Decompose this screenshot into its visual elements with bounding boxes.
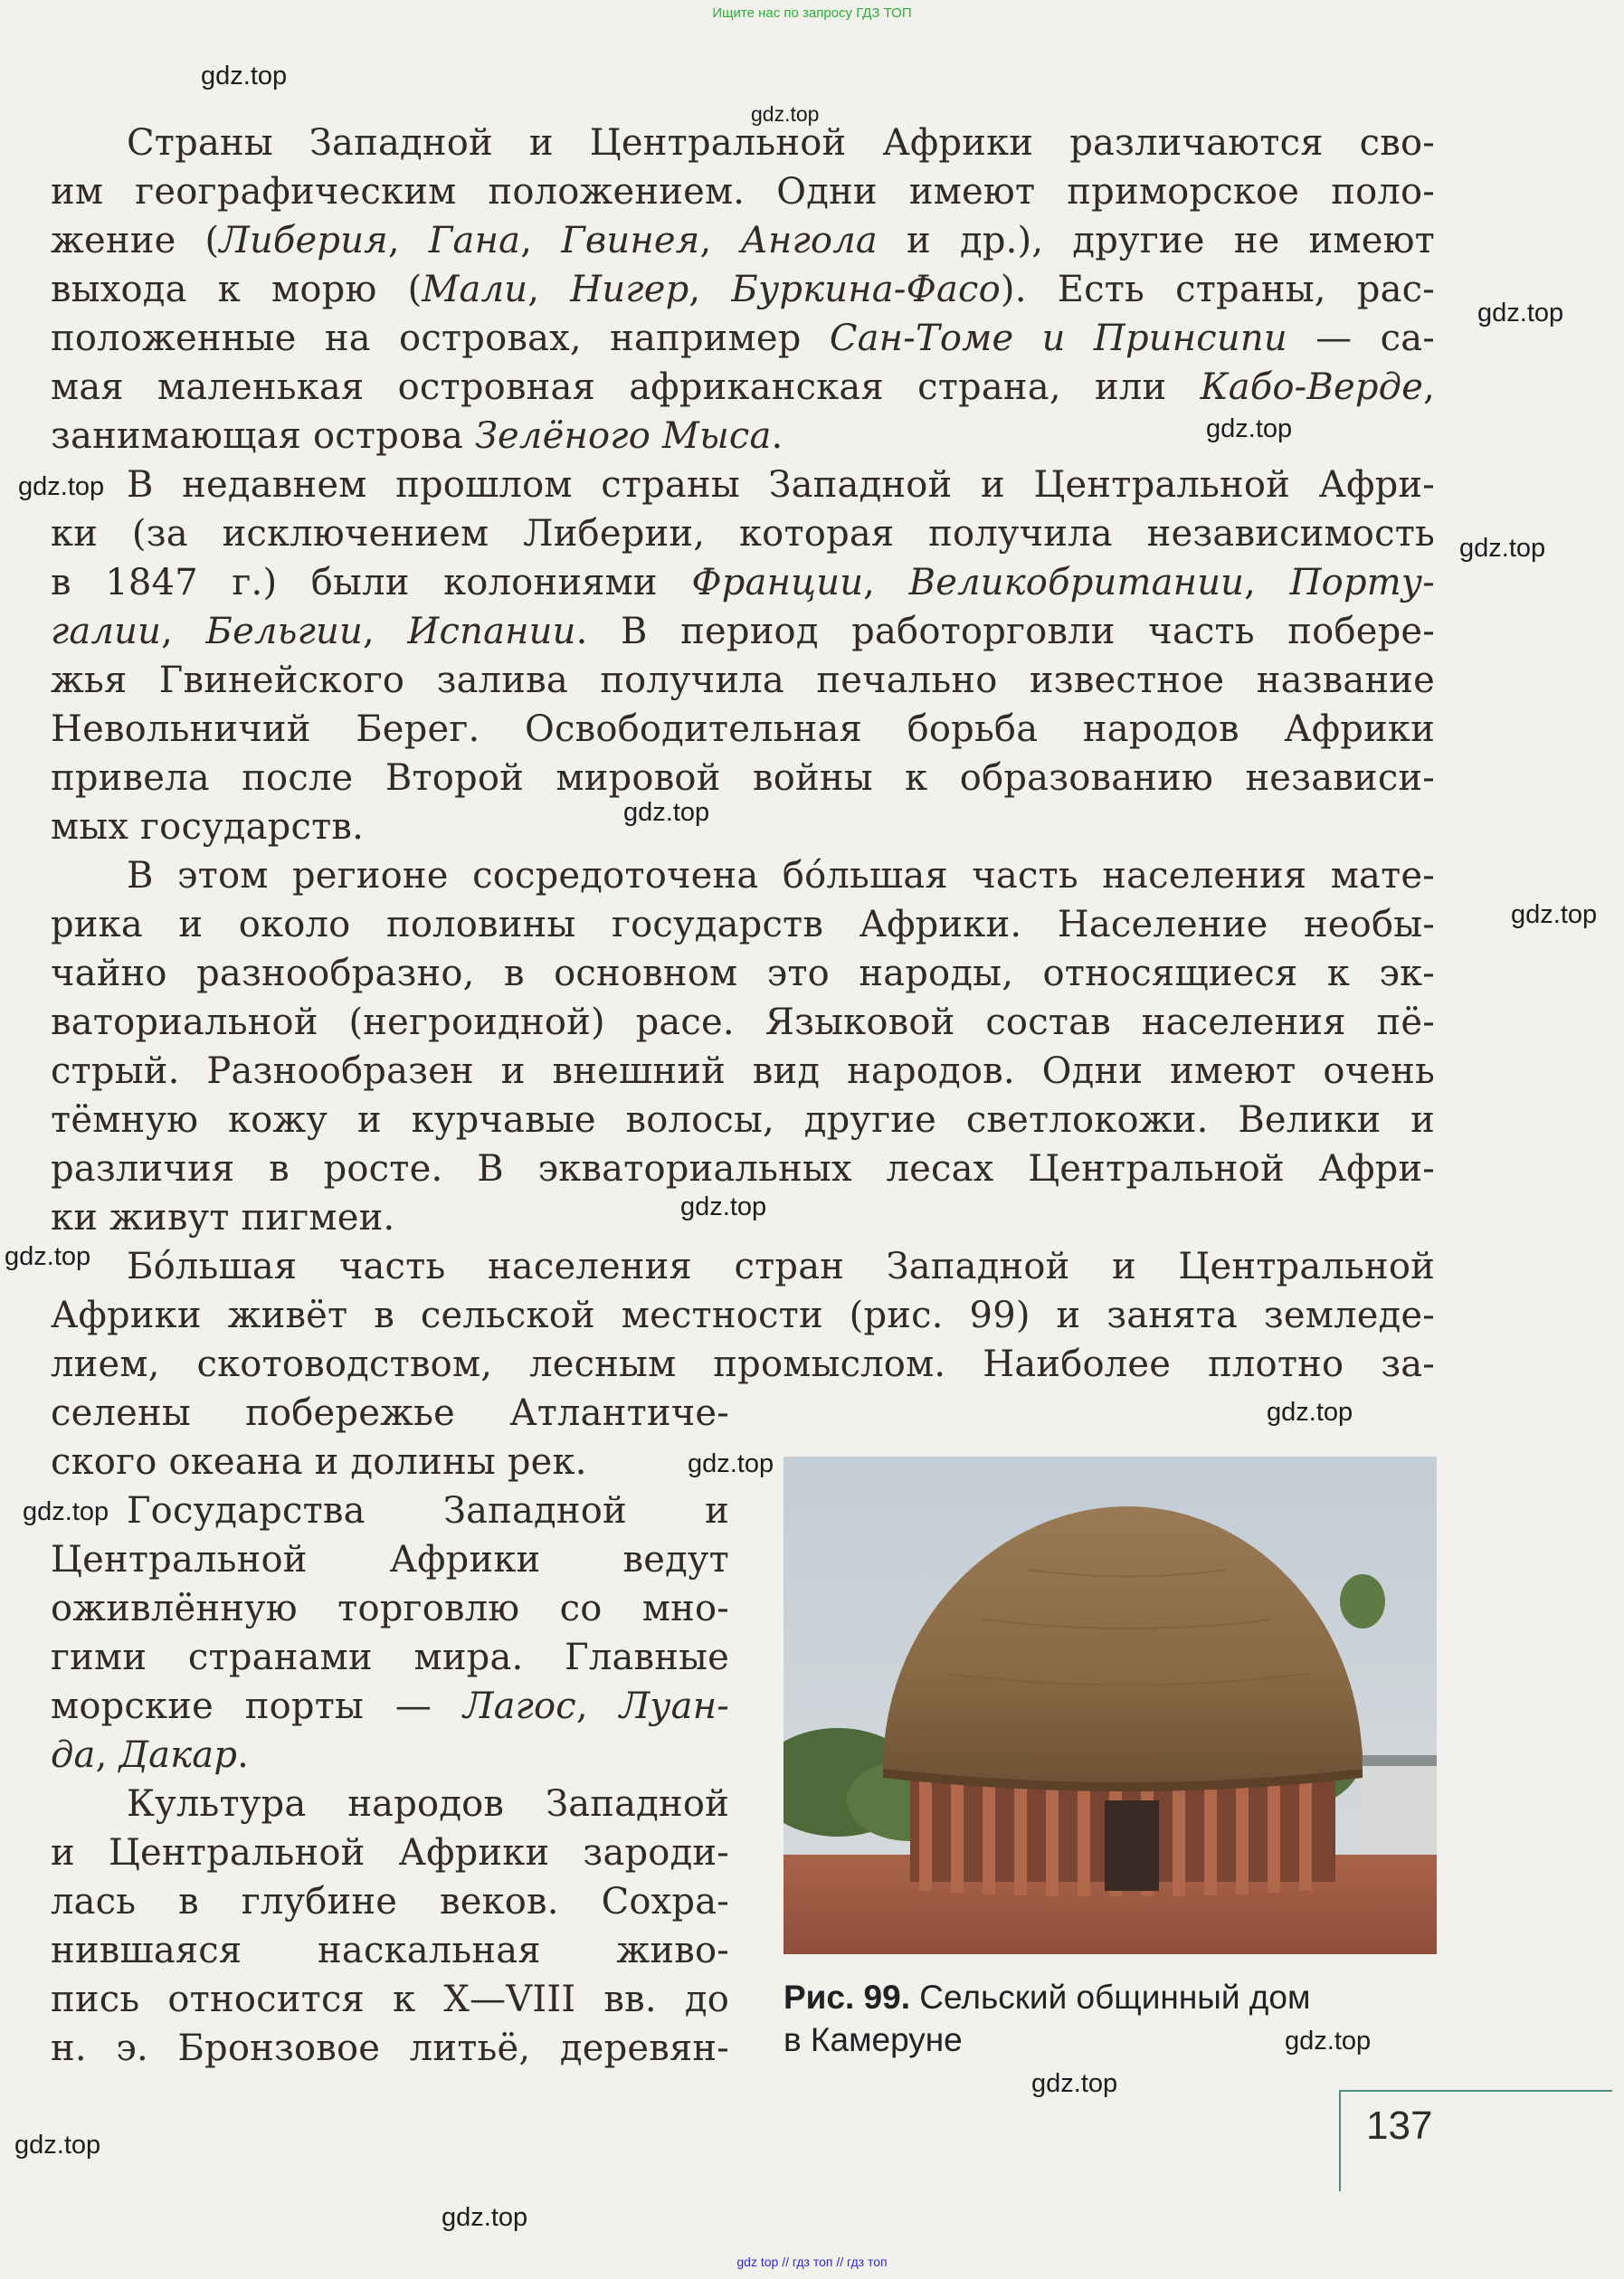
text-line: галии, Бельгии, Испании. В период работорговли часть побере- [51,611,1435,652]
text-line: Невольничий Берег. Освободительная борьба народов Африки [51,708,1435,750]
text-line: ваториальной (негроидной) расе. Языковой состав населения пё- [51,1002,1435,1043]
watermark: gdz.top [680,1192,767,1221]
watermark: gdz.top [751,102,820,126]
text-line: различия в росте. В экваториальных лесах Центральной Афри- [51,1148,1435,1190]
text-line: выхода к морю (Мали, Нигер, Буркина-Фасо). Есть страны, рас- [51,269,1435,310]
text-line: ского океана и долины рек. [51,1441,587,1483]
watermark: gdz.top [1206,414,1293,443]
watermark: gdz.top [5,1242,91,1271]
text-line: Страны Западной и Центральной Африки различаются сво- [127,122,1435,164]
text-line: привела после Второй мировой войны к образованию независи- [51,757,1435,799]
text-line: рика и около половины государств Африки. Население необы- [51,904,1435,945]
watermark: gdz.top [688,1449,774,1478]
text-line: стрый. Разнообразен и внешний вид народов. Одни имеют очень [51,1050,1435,1092]
text-line: Государства Западной и [127,1490,729,1532]
figure-caption-text: Сельский общинный дом [919,1979,1311,2016]
text-line: в 1847 г.) были колониями Франции, Великобритании, Порту- [51,562,1435,603]
watermark: gdz.top [14,2131,101,2160]
text-line: жение (Либерия, Гана, Гвинея, Ангола и др.), другие не имеют [51,220,1435,261]
figure-caption-text-2: в Камеруне [784,2021,963,2058]
text-line: гими странами мира. Главные [51,1637,729,1678]
text-line: Культура народов Западной [127,1783,729,1825]
text-line: В этом регионе сосредоточена бóльшая часть населения мате- [127,855,1435,897]
text-line: Бóльшая часть населения стран Западной и Центральной [127,1246,1435,1287]
text-line: н. э. Бронзовое литьё, деревян- [51,2027,729,2069]
watermark: gdz.top [201,62,288,90]
watermark: gdz.top [1285,2027,1372,2056]
text-line: чайно разнообразно, в основном это народы, относящиеся к эк- [51,953,1435,994]
text-line: Африки живёт в сельской местности (рис. 99) и занята земледе- [51,1295,1435,1336]
text-line: лием, скотоводством, лесным промыслом. Наиболее плотно за- [51,1344,1435,1385]
figure-caption [784,1976,1437,2061]
figure-caption-label: Рис. 99. [784,1979,910,2016]
watermark: gdz.top [623,798,710,827]
text-line: ки (за исключением Либерии, которая получила независимость [51,513,1435,555]
text-line: лась в глубине веков. Сохра- [51,1881,729,1923]
watermark: gdz.top [1031,2069,1118,2098]
watermark: gdz.top [1511,900,1598,929]
text-line: оживлённую торговлю со мно- [51,1588,729,1629]
text-line: положенные на островах, например Сан-Томе и Принсипи — са- [51,318,1435,359]
text-line: ки живут пигмеи. [51,1197,395,1239]
figure-photo-communal-house [784,1457,1437,1954]
text-line: В недавнем прошлом страны Западной и Центральной Афри- [127,464,1435,506]
text-line: нившаяся наскальная живо- [51,1930,729,1971]
communal-house-illustration [784,1457,1437,1954]
text-line: мая маленькая островная африканская страна, или Кабо-Верде, [51,366,1435,408]
watermark: gdz.top [23,1497,109,1526]
text-line: пись относится к X—VIII вв. до [51,1979,729,2020]
bottom-banner: gdz top // гдз топ // гдз топ [736,2255,888,2269]
text-line: и Центральной Африки зароди- [51,1832,729,1874]
watermark: gdz.top [442,2203,528,2232]
text-line: им географическим положением. Одни имеют приморское поло- [51,171,1435,213]
text-line: мых государств. [51,806,365,848]
text-line: жья Гвинейского залива получила печально известное название [51,660,1435,701]
text-line: занимающая острова Зелёного Мыса. [51,415,784,457]
text-line: селены побережье Атлантиче- [51,1392,729,1434]
watermark: gdz.top [18,472,105,501]
page-number: 137 [1366,2103,1433,2148]
text-line: Центральной Африки ведут [51,1539,729,1581]
top-banner: Ищите нас по запросу ГДЗ ТОП [712,5,912,21]
text-line: тёмную кожу и курчавые волосы, другие светлокожи. Велики и [51,1099,1435,1141]
watermark: gdz.top [1477,299,1564,328]
text-line: да, Дакар. [51,1734,250,1776]
watermark: gdz.top [1459,534,1546,563]
text-line: морские порты — Лагос, Луан- [51,1686,729,1727]
watermark: gdz.top [1267,1398,1353,1427]
